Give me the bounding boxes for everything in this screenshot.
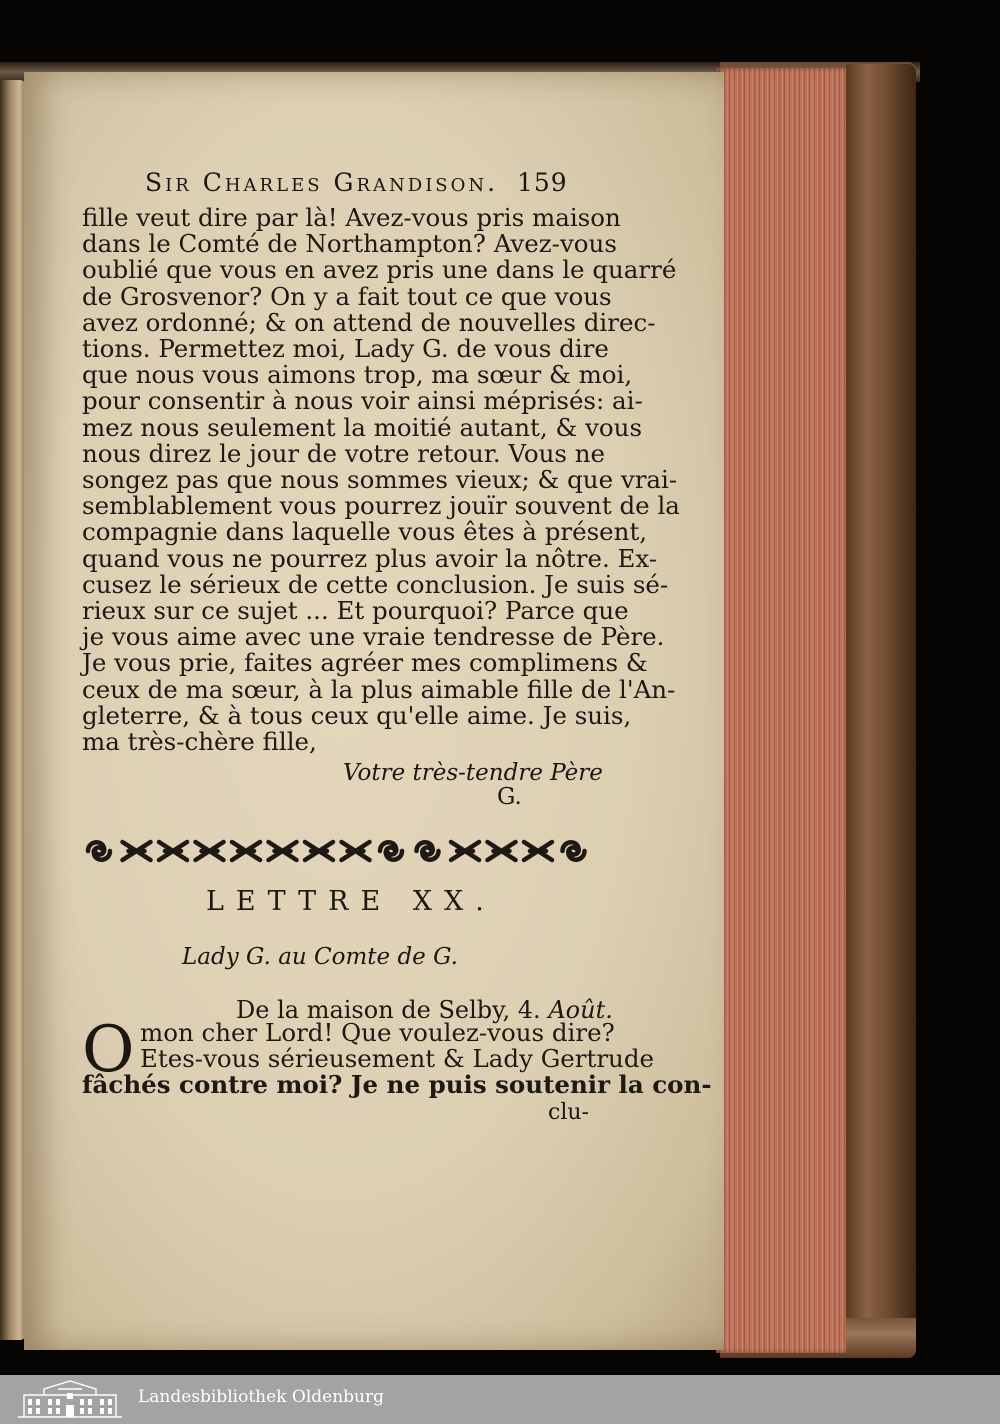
text-line: mez nous seulement la moitié autant, & vous: [82, 412, 643, 442]
text-line: fâchés contre moi? Je ne puis soutenir la con-: [82, 1070, 712, 1099]
ornament-unit: [159, 842, 187, 860]
text-line: nous direz le jour de votre retour. Vous ne: [82, 438, 606, 468]
text-line: de Grosvenor? On y a fait tout ce que vous: [82, 281, 612, 311]
ornament-unit: [342, 842, 370, 860]
ornament-unit: [196, 842, 224, 860]
catchword: clu-: [548, 1100, 589, 1125]
running-head-title: Sir Charles Grandison.: [145, 168, 499, 197]
text-line: cusez le sérieux de cette conclusion. Je suis sé-: [82, 569, 669, 599]
ornament-unit: [524, 842, 552, 860]
printers-ornament-icon: [80, 832, 598, 870]
ornament-unit: [417, 842, 439, 859]
ornament-unit: [380, 842, 402, 859]
ornament-unit: [269, 842, 297, 860]
ornament-unit: [232, 842, 260, 860]
text-line: mon cher Lord! Que voulez-vous dire?: [140, 1018, 615, 1047]
text-line: dans le Comté de Northampton? Avez-vous: [82, 229, 617, 259]
dateline-place: De la maison de Selby, 4.: [236, 996, 541, 1024]
page-number: 159: [517, 168, 568, 197]
text-line: fille veut dire par là! Avez-vous pris maison: [82, 203, 621, 232]
ornament-unit: [563, 842, 585, 859]
signoff: Votre très-tendre Père: [343, 760, 603, 786]
text-line: gleterre, & à tous ceux qu'elle aime. Je suis,: [82, 700, 632, 730]
library-building-logo-icon: [14, 1379, 126, 1420]
text-line: pour consentir à nous voir ainsi méprisés: ai-: [82, 386, 643, 416]
footer-library-name: Landesbibliothek Oldenburg: [138, 1387, 385, 1407]
dateline-month: Août.: [548, 996, 613, 1024]
text-line: je vous aime avec une vraie tendresse de Père.: [82, 622, 665, 652]
signature: G.: [497, 784, 522, 810]
letter-address: Lady G. au Comte de G.: [182, 944, 458, 970]
text-line: Etes-vous sérieusement & Lady Gertrude: [140, 1044, 655, 1073]
text-line: ma très-chère fille,: [82, 727, 317, 756]
text-line: compagnie dans laquelle vous êtes à présent,: [82, 517, 648, 547]
ornament-unit: [88, 842, 110, 859]
drop-cap: O: [82, 1013, 135, 1087]
text-line: rieux sur ce sujet ... Et pourquoi? Parce que: [82, 596, 629, 625]
text-line: ceux de ma sœur, à la plus aimable fille de l'An-: [82, 674, 676, 704]
ornament-unit: [451, 842, 479, 860]
book-cover: [846, 64, 916, 1358]
text-line: tions. Permettez moi, Lady G. de vous dire: [82, 334, 609, 363]
ornament-unit: [123, 842, 151, 860]
text-line: que nous vous aimons trop, ma sœur & moi,: [82, 360, 633, 390]
letter-title: LETTRE XX.: [206, 886, 496, 917]
text-line: quand vous ne pourrez plus avoir la nôtre. Ex-: [82, 543, 658, 573]
page-block-edge: [716, 68, 846, 1353]
facing-page-edge: [0, 80, 26, 1340]
text-line: semblablement vous pourrez jouïr souvent de la: [82, 491, 680, 521]
text-line: Je vous prie, faites agréer mes complimens &: [82, 648, 648, 678]
running-head: [145, 168, 568, 197]
text-line: avez ordonné; & on attend de nouvelles direc-: [82, 307, 656, 337]
text-line: songez pas que nous sommes vieux; & que vrai-: [82, 465, 678, 494]
ornament-unit: [305, 842, 333, 860]
ornament-unit: [488, 842, 516, 860]
footer-bar: [0, 1375, 1000, 1424]
text-line: oublié que vous en avez pris une dans le quarré: [82, 255, 677, 285]
